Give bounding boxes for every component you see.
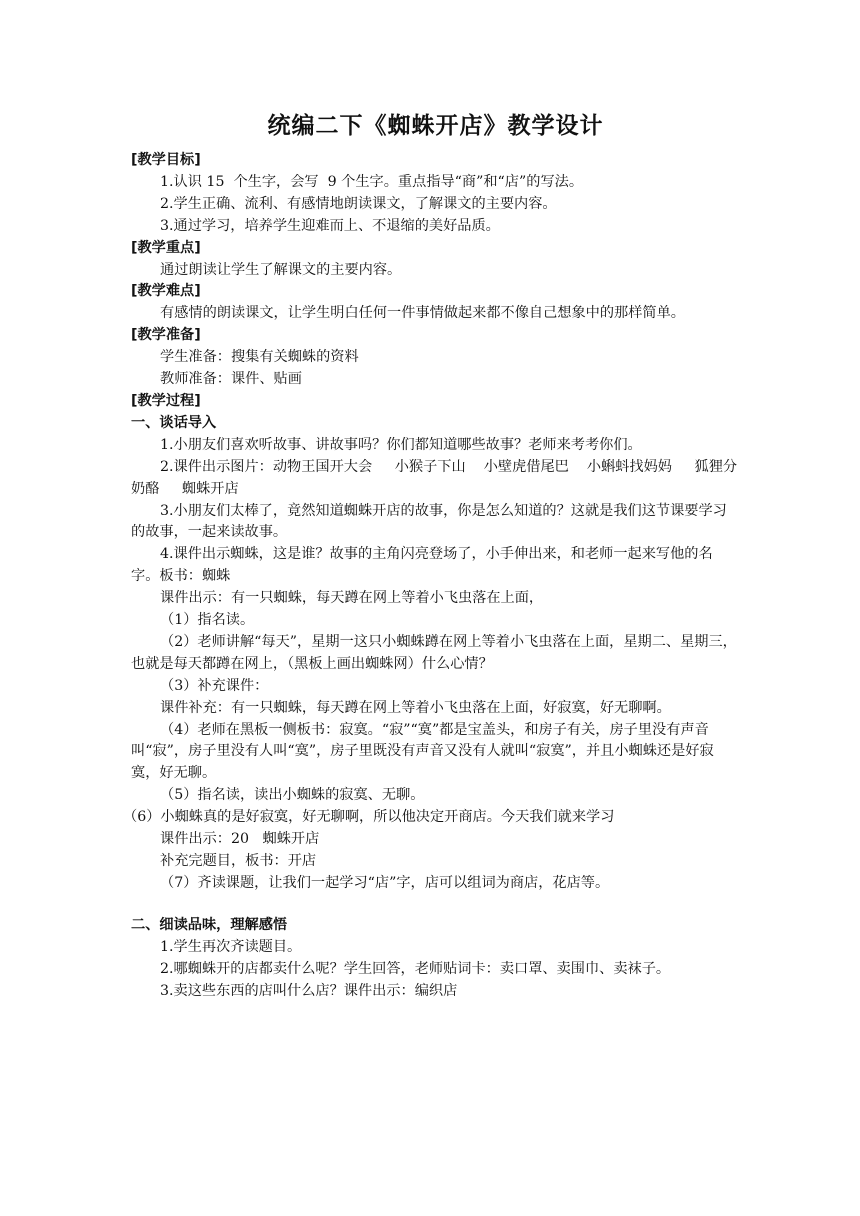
section-heading: [教学准备] (131, 327, 201, 344)
paragraph: 3.卖这些东西的店叫什么店？课件出示：编织店 (160, 982, 458, 999)
paragraph: 课件补充：有一只蜘蛛，每天蹲在网上等着小飞虫落在上面，好寂寞，好无聊啊。 (160, 699, 671, 716)
section-heading: [教学目标] (131, 152, 201, 168)
paragraph: 1.小朋友们喜欢听故事、讲故事吗？你们都知道哪些故事？老师来考考你们。 (160, 436, 642, 453)
paragraph: 课件出示：20 蜘蛛开店 (160, 831, 320, 848)
section-heading: [教学过程] (131, 392, 201, 409)
paragraph: 有感情的朗读课文，让学生明白任何一件事情做起来都不像自己想象中的那样简单。 (160, 305, 685, 322)
section-heading: [教学重点] (131, 239, 201, 256)
document-title: 统编二下《蜘蛛开店》教学设计 (267, 113, 604, 139)
section-heading: 一、谈话导入 (131, 414, 217, 431)
paragraph: 补充完题目，板书：开店 (160, 853, 317, 869)
paragraph: 教师准备：课件、贴画 (160, 371, 302, 388)
paragraph: 学生准备：搜集有关蜘蛛的资料 (160, 349, 359, 366)
paragraph: （6）小蜘蛛真的是好寂寞，好无聊啊，所以他决定开商店。今天我们就来学习 (123, 809, 615, 826)
paragraph: 3.小朋友们太棒了，竟然知道蜘蛛开店的故事，你是怎么知道的？这就是我们这节课要学习的故事，一起来读故事。 (131, 502, 727, 541)
paragraph: （1）指名读。 (160, 612, 255, 629)
paragraph: 2.哪蜘蛛开的店都卖什么呢？学生回答，老师贴词卡：卖口罩、卖围巾、卖袜子。 (160, 960, 671, 977)
paragraph: （4）老师在黑板一侧板书：寂寞。“寂”“寞”都是宝盖头，和房子有关，房子里没有声音叫“寂”，房子里没有人叫“寞”，房子里既没有声音又没有人就叫“寂寞”，并且小蜘蛛还是好寂寞，好无聊。 (131, 721, 714, 782)
paragraph: 1.学生再次齐读题目。 (160, 938, 302, 955)
paragraph: 2.课件出示图片：动物王国开大会 小猴子下山 小壁虎借尾巴 小蝌蚪找妈妈 狐狸分奶酪 蜘蛛开店 (131, 458, 738, 497)
paragraph: 2.学生正确、流利、有感情地朗读课文，了解课文的主要内容。 (160, 195, 557, 212)
paragraph: 3.通过学习，培养学生迎难而上、不退缩的美好品质。 (160, 217, 500, 234)
blank-line (131, 895, 740, 915)
section-heading: [教学难点] (131, 283, 201, 300)
paragraph: 1.认识 15 个生字，会写 9 个生字。重点指导“商”和“店”的写法。 (160, 173, 584, 190)
document-body (123, 150, 740, 1002)
paragraph: （7）齐读课题，让我们一起学习“店”字，店可以组词为商店，花店等。 (160, 874, 610, 891)
paragraph: （5）指名读，读出小蜘蛛的寂寞、无聊。 (160, 787, 425, 804)
paragraph: 课件出示：有一只蜘蛛，每天蹲在网上等着小飞虫落在上面， (160, 590, 544, 607)
paragraph: （2）老师讲解“每天”，星期一这只小蜘蛛蹲在网上等着小飞虫落在上面，星期二、星期三，也就是每天都蹲在网上，（黑板上画出蜘蛛网）什么心情？ (131, 633, 737, 672)
paragraph: 4.课件出示蜘蛛，这是谁？故事的主角闪亮登场了，小手伸出来，和老师一起来写他的名字。板书：蜘蛛 (131, 546, 713, 585)
paragraph: 通过朗读让学生了解课文的主要内容。 (160, 261, 402, 278)
section-heading: 二、细读品味，理解感悟 (131, 916, 288, 933)
paragraph: （3）补充课件： (160, 677, 269, 694)
